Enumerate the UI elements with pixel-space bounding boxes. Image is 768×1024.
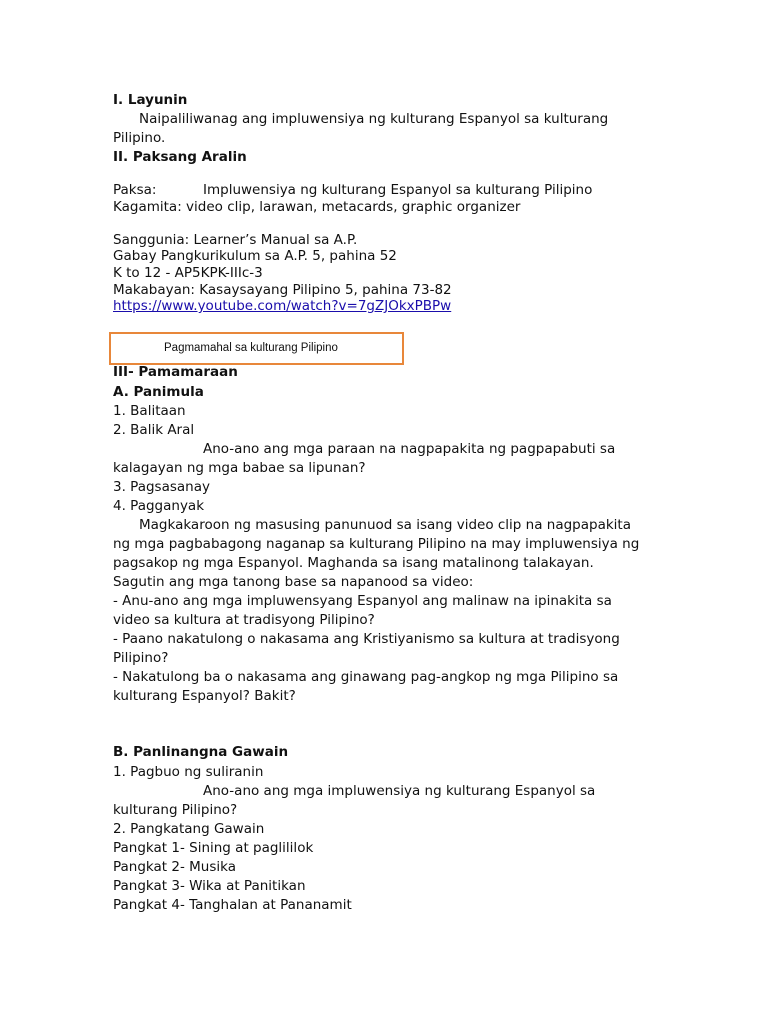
paksang-aralin-heading: II. Paksang Aralin [113, 149, 247, 165]
question2-line2: Pilipino? [113, 650, 169, 666]
group1-item: Pangkat 1- Sining at paglililok [113, 840, 314, 856]
pagbuo-question-line2: kulturang Pilipino? [113, 802, 238, 818]
pamamaraan-heading: III- Pamamaraan [113, 364, 238, 380]
layunin-text-line2: Pilipino. [113, 130, 166, 146]
balik-aral-question-line2: kalagayan ng mga babae sa lipunan? [113, 460, 366, 476]
group3-item: Pangkat 3- Wika at Panitikan [113, 878, 306, 894]
group2-item: Pangkat 2- Musika [113, 859, 236, 875]
balitaan-item: 1. Balitaan [113, 403, 186, 419]
balik-aral-question-line1: Ano-ano ang mga paraan na nagpapakita ng pagpapabuti sa [203, 441, 616, 457]
kagamita-text: Kagamita: video clip, larawan, metacards, graphic organizer [113, 199, 521, 215]
group4-item: Pangkat 4- Tanghalan at Pananamit [113, 897, 352, 913]
question2-line1: - Paano nakatulong o nakasama ang Kristiyanismo sa kultura at tradisyong [113, 631, 620, 647]
pagganyak-item: 4. Pagganyak [113, 498, 205, 514]
pagbuo-item: 1. Pagbuo ng suliranin [113, 764, 264, 780]
makabayan-text: Makabayan: Kasaysayang Pilipino 5, pahina 73-82 [113, 282, 452, 298]
layunin-heading: I. Layunin [113, 92, 188, 108]
callout-text: Pagmamahal sa kulturang Pilipino [164, 342, 338, 354]
panimula-heading: A. Panimula [113, 384, 204, 400]
youtube-link[interactable]: https://www.youtube.com/watch?v=7gZJOkxPBPw [113, 298, 452, 314]
pangkatang-gawain-item: 2. Pangkatang Gawain [113, 821, 265, 837]
gabay-text: Gabay Pangkurikulum sa A.P. 5, pahina 52 [113, 248, 397, 264]
k12-code-text: K to 12 - AP5KPK-IIIc-3 [113, 265, 263, 281]
panlinangna-gawain-heading: B. Panlinangna Gawain [113, 744, 289, 760]
question1-line1: - Anu-ano ang mga impluwensyang Espanyol ang malinaw na ipinakita sa [113, 593, 612, 609]
values-callout-box [109, 332, 404, 365]
question3-line2: kulturang Espanyol? Bakit? [113, 688, 296, 704]
pagganyak-paragraph-line2: ng mga pagbabagong naganap sa kulturang Pilipino na may impluwensiya ng [113, 536, 640, 552]
pagganyak-paragraph-line4: Sagutin ang mga tanong base sa napanood sa video: [113, 574, 474, 590]
balik-aral-item: 2. Balik Aral [113, 422, 195, 438]
pagganyak-paragraph-line3: pagsakop ng mga Espanyol. Maghanda sa isang matalinong talakayan. [113, 555, 594, 571]
paksa-value: Impluwensiya ng kulturang Espanyol sa kulturang Pilipino [203, 182, 593, 198]
paksa-label: Paksa: [113, 182, 157, 198]
pagsasanay-item: 3. Pagsasanay [113, 479, 210, 495]
question1-line2: video sa kultura at tradisyong Pilipino? [113, 612, 375, 628]
layunin-text-line1: Naipaliliwanag ang impluwensiya ng kulturang Espanyol sa kulturang [139, 111, 609, 127]
sanggunia-text: Sanggunia: Learner’s Manual sa A.P. [113, 232, 358, 248]
pagganyak-paragraph-line1: Magkakaroon ng masusing panunuod sa isang video clip na nagpapakita [139, 517, 631, 533]
pagbuo-question-line1: Ano-ano ang mga impluwensiya ng kulturang Espanyol sa [203, 783, 596, 799]
question3-line1: - Nakatulong ba o nakasama ang ginawang pag-angkop ng mga Pilipino sa [113, 669, 619, 685]
